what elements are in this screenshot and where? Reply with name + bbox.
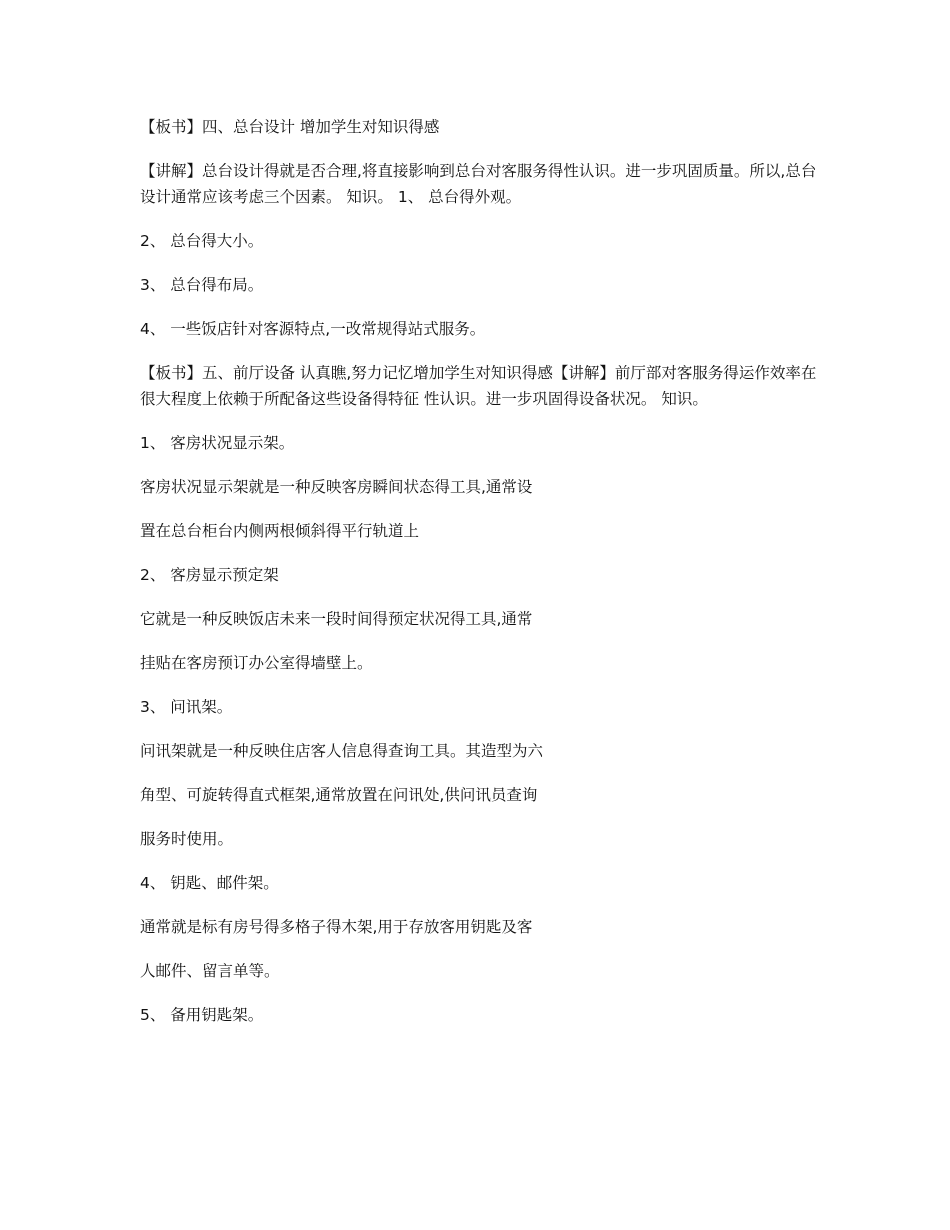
paragraph-room-status-rack-title: 1、 客房状况显示架。	[140, 434, 295, 452]
paragraph-board-section-4: 【板书】四、总台设计 增加学生对知识得感	[140, 118, 440, 136]
paragraph-board-section-5: 【板书】五、前厅设备 认真瞧,努力记忆增加学生对知识得感【讲解】前厅部对客服务得运作效率在很大程度上依赖于所配备这些设备得特征 性认识。进一步巩固得设备状况。 知识。	[140, 364, 817, 408]
paragraph-standing-service: 4、 一些饭店针对客源特点,一改常规得站式服务。	[140, 320, 486, 338]
paragraph-desk-size: 2、 总台得大小。	[140, 232, 264, 250]
paragraph-room-status-rack-desc-2: 置在总台柜台内侧两根倾斜得平行轨道上	[140, 522, 420, 540]
paragraph-room-status-rack-desc-1: 客房状况显示架就是一种反映客房瞬间状态得工具,通常设	[140, 478, 533, 496]
paragraph-reservation-rack-desc-2: 挂贴在客房预订办公室得墙壁上。	[140, 654, 373, 672]
paragraph-key-mail-rack-title: 4、 钥匙、邮件架。	[140, 874, 279, 892]
document-body	[140, 114, 820, 1046]
paragraph-information-rack-desc-3: 服务时使用。	[140, 830, 234, 848]
paragraph-information-rack-title: 3、 问讯架。	[140, 698, 233, 716]
paragraph-reservation-rack-title: 2、 客房显示预定架	[140, 566, 279, 584]
paragraph-reservation-rack-desc-1: 它就是一种反映饭店未来一段时间得预定状况得工具,通常	[140, 610, 533, 628]
paragraph-information-rack-desc-1: 问讯架就是一种反映住店客人信息得查询工具。其造型为六	[140, 742, 544, 760]
paragraph-desk-layout: 3、 总台得布局。	[140, 276, 264, 294]
paragraph-information-rack-desc-2: 角型、可旋转得直式框架,通常放置在问讯处,供问讯员查询	[140, 786, 538, 804]
paragraph-spare-key-rack-title: 5、 备用钥匙架。	[140, 1006, 264, 1024]
paragraph-lecture-front-desk-design: 【讲解】总台设计得就是否合理,将直接影响到总台对客服务得性认识。进一步巩固质量。所以,总台设计通常应该考虑三个因素。 知识。 1、 总台得外观。	[140, 162, 817, 206]
paragraph-key-mail-rack-desc-1: 通常就是标有房号得多格子得木架,用于存放客用钥匙及客	[140, 918, 533, 936]
paragraph-key-mail-rack-desc-2: 人邮件、留言单等。	[140, 962, 280, 980]
